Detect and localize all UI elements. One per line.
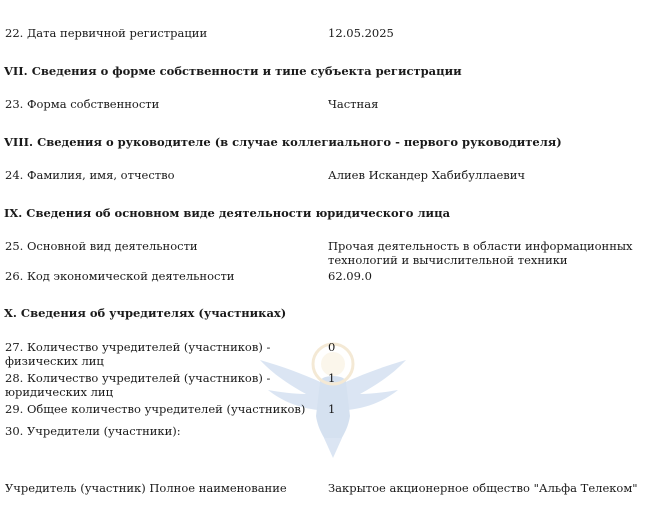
section-heading-founders: X. Сведения об учредителях (участниках) — [4, 306, 287, 320]
row-value: 62.09.0 — [328, 269, 372, 283]
row-value: Закрытое акционерное общество "Альфа Телеком" — [328, 481, 638, 495]
row-label: 30. Учредители (участники): — [5, 424, 181, 438]
row-label: 24. Фамилия, имя, отчество — [5, 168, 175, 182]
row-label: 23. Форма собственности — [5, 97, 160, 111]
row-value: 0 — [328, 340, 336, 354]
row-label: 25. Основной вид деятельности — [5, 239, 198, 253]
eagle-emblem-icon — [258, 338, 408, 458]
row-value: 12.05.2025 — [328, 26, 394, 40]
row-label: 28. Количество учредителей (участников) - юридических лиц — [5, 371, 271, 399]
row-label: 26. Код экономической деятельности — [5, 269, 235, 283]
section-heading-ownership: VII. Сведения о форме собственности и типе субъекта регистрации — [4, 64, 462, 78]
section-heading-director: VIII. Сведения о руководителе (в случае коллегиального - первого руководителя) — [4, 135, 562, 149]
row-value: 1 — [328, 402, 336, 416]
row-value: Алиев Искандер Хабибуллаевич — [328, 168, 526, 182]
section-heading-activity: IX. Сведения об основном виде деятельности юридического лица — [4, 206, 451, 220]
row-label: 27. Количество учредителей (участников) - физических лиц — [5, 340, 271, 368]
row-label: Учредитель (участник) Полное наименование — [5, 481, 287, 495]
row-value: Частная — [328, 97, 379, 111]
row-value: Прочая деятельность в области информационных технологий и вычислительной техники — [328, 239, 633, 267]
row-label: 29. Общее количество учредителей (участников) — [5, 402, 306, 416]
row-value: 1 — [328, 371, 336, 385]
row-label: 22. Дата первичной регистрации — [5, 26, 208, 40]
